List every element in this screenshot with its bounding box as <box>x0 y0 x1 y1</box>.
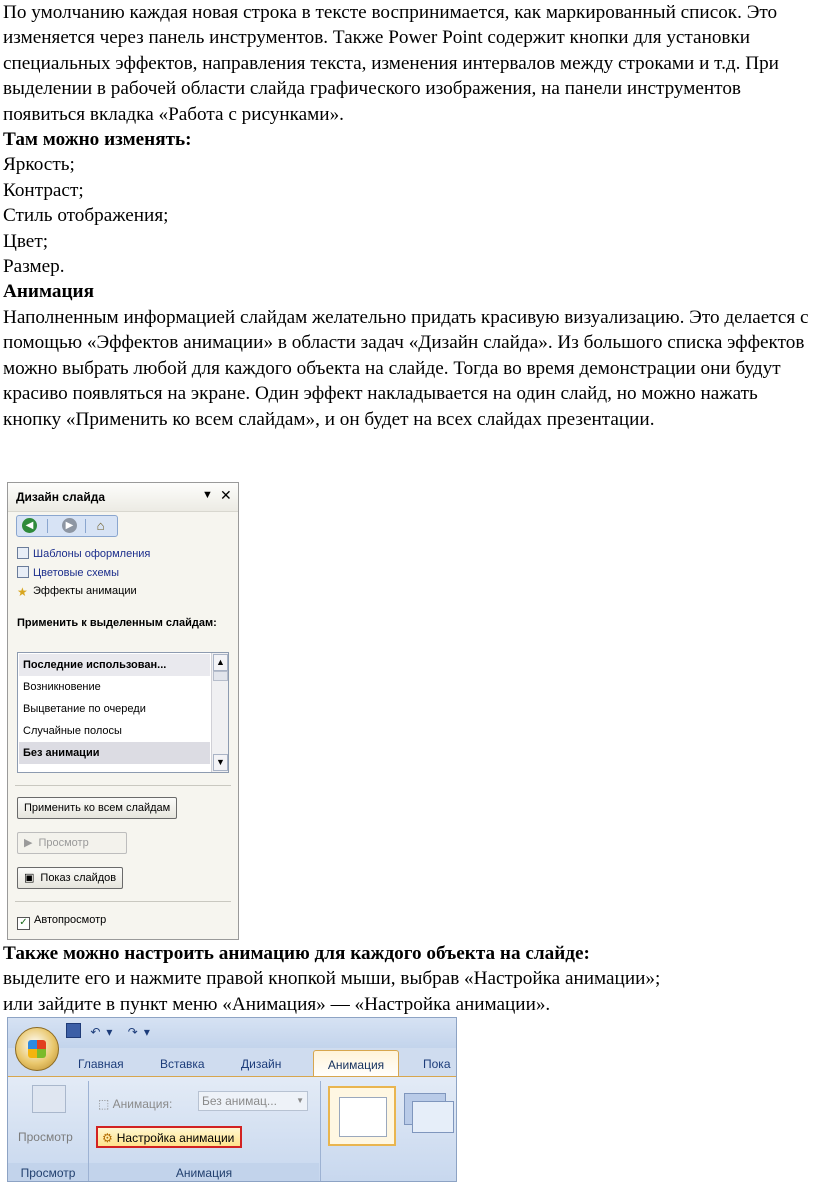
animation-select[interactable]: Без анимац... ▼ <box>198 1091 308 1111</box>
tab-slideshow[interactable]: Пока <box>423 1057 451 1071</box>
tab-insert[interactable]: Вставка <box>160 1057 205 1071</box>
list-item[interactable]: Выцветание по очереди <box>23 703 146 715</box>
slideshow-icon: ▣ <box>24 872 35 884</box>
document-body <box>3 0 809 432</box>
slide-design-task-pane <box>7 482 239 940</box>
scroll-up-icon[interactable]: ▲ <box>213 654 228 671</box>
checkmark-icon: ✓ <box>17 917 30 930</box>
paragraph-intro: По умолчанию каждая новая строка в тексте воспринимается, как маркированный список. Это изменяется через панель инструментов. Также Power Point содержит кнопки для установки специальных эффектов, направления текста, изменения интервалов между строками и т.д. При выделении в рабочей области слайда графического изображения, на панели инструментов появиться вкладка «Работа с рисунками». <box>3 2 779 125</box>
dropdown-arrow-icon[interactable]: ▼ <box>202 489 213 501</box>
tab-home[interactable]: Главная <box>78 1057 124 1071</box>
preview-button-label[interactable]: Просмотр <box>18 1130 73 1144</box>
chevron-down-icon: ▼ <box>296 1096 304 1105</box>
templates-icon <box>17 547 29 559</box>
list-item[interactable]: Случайные полосы <box>23 725 122 737</box>
color-scheme-icon <box>17 566 29 578</box>
heading-setup: Также можно настроить анимацию для каждого объекта на слайде: <box>3 943 590 964</box>
animation-label: ⬚ Анимация: <box>98 1097 173 1111</box>
nav-separator <box>47 519 48 533</box>
group-separator <box>320 1081 321 1181</box>
quick-access-icons <box>66 1023 156 1039</box>
ribbon-panel <box>8 1076 457 1182</box>
slide-thumbnail <box>412 1101 454 1133</box>
task-pane-navigation <box>16 515 118 537</box>
scroll-down-icon[interactable]: ▼ <box>213 754 228 771</box>
quick-access-toolbar <box>8 1018 457 1048</box>
animation-schemes-list[interactable] <box>17 652 229 773</box>
paragraph-setup-1: выделите его и нажмите правой кнопкой мыши, выбрав «Настройка анимации»; <box>3 968 661 990</box>
ribbon-tabs <box>8 1048 457 1076</box>
slide-show-button[interactable]: ▣ Показ слайдов <box>17 867 123 889</box>
link-animation-effects[interactable]: ★ Эффекты анимации <box>17 585 137 599</box>
document-body-2 <box>3 941 809 1017</box>
custom-animation-button[interactable]: ⚙ Настройка анимации <box>96 1126 242 1148</box>
powerpoint-ribbon <box>7 1017 457 1182</box>
list-item: Яркость; <box>3 154 75 176</box>
list-item-selected[interactable]: Без анимации <box>19 742 210 764</box>
forward-arrow-icon[interactable]: ▶ <box>62 518 77 533</box>
list-scrollbar[interactable] <box>211 653 229 772</box>
nav-separator <box>85 519 86 533</box>
preview-icon[interactable] <box>32 1085 66 1113</box>
list-item: Контраст; <box>3 179 84 201</box>
scroll-thumb[interactable] <box>213 671 228 681</box>
list-item: Размер. <box>3 256 65 278</box>
tab-design[interactable]: Дизайн <box>241 1057 282 1071</box>
undo-icon[interactable]: ↶ <box>90 1025 107 1039</box>
group-label-preview: Просмотр <box>8 1163 88 1182</box>
star-icon: ★ <box>17 585 28 599</box>
task-pane-header <box>8 483 238 512</box>
animation-icon: ⬚ <box>98 1097 113 1111</box>
dropdown-icon[interactable]: ▾ <box>106 1025 119 1039</box>
link-design-templates[interactable]: Шаблоны оформления <box>17 547 150 563</box>
play-icon: ▶ <box>24 837 33 849</box>
custom-animation-icon: ⚙ <box>102 1131 113 1145</box>
slide-thumbnail <box>339 1097 387 1137</box>
home-icon[interactable]: ⌂ <box>96 518 105 533</box>
list-item: Цвет; <box>3 230 49 252</box>
apply-to-all-slides-button[interactable]: Применить ко всем слайдам <box>17 797 177 819</box>
customize-icon[interactable]: ▾ <box>143 1025 156 1039</box>
back-arrow-icon[interactable]: ◀ <box>22 518 37 533</box>
task-pane-title: Дизайн слайда <box>16 490 106 504</box>
transition-thumbnail[interactable] <box>400 1089 456 1144</box>
paragraph-setup-2: или зайдите в пункт меню «Анимация» — «Настройка анимации». <box>3 993 551 1015</box>
apply-to-selected-label: Применить к выделенным слайдам: <box>17 617 217 629</box>
preview-button[interactable]: ▶ Просмотр <box>17 832 127 854</box>
divider <box>15 785 231 786</box>
list-item: Стиль отображения; <box>3 205 169 227</box>
link-color-schemes[interactable]: Цветовые схемы <box>17 566 119 582</box>
list-header: Последние использован... <box>19 654 210 676</box>
tab-animation[interactable]: Анимация <box>313 1050 399 1078</box>
divider <box>15 901 231 902</box>
paragraph-animation: Наполненным информацией слайдам желательно придать красивую визуализацию. Это делается с помощью «Эффектов анимации» в области задач «Дизайн слайда». Из большого списка эффектов можно выбрать любой для каждого объекта на слайде. Тогда во время демонстрации они будут красиво появляться на экране. Один эффект накладывается на один слайд, но можно нажать кнопку «Применить ко всем слайдам», и он будет на всех слайдах презентации. <box>3 306 809 430</box>
transition-thumbnail-none[interactable] <box>328 1086 396 1146</box>
redo-icon[interactable]: ↷ <box>127 1025 144 1039</box>
group-label-animation: Анимация <box>89 1163 319 1182</box>
close-icon[interactable]: ✕ <box>220 487 232 503</box>
heading-animation: Анимация <box>3 281 94 303</box>
list-item[interactable]: Возникновение <box>23 681 101 693</box>
heading-change: Там можно изменять: <box>3 129 192 151</box>
autopreview-checkbox[interactable]: ✓ Автопросмотр <box>17 914 106 930</box>
save-icon[interactable] <box>66 1023 81 1038</box>
